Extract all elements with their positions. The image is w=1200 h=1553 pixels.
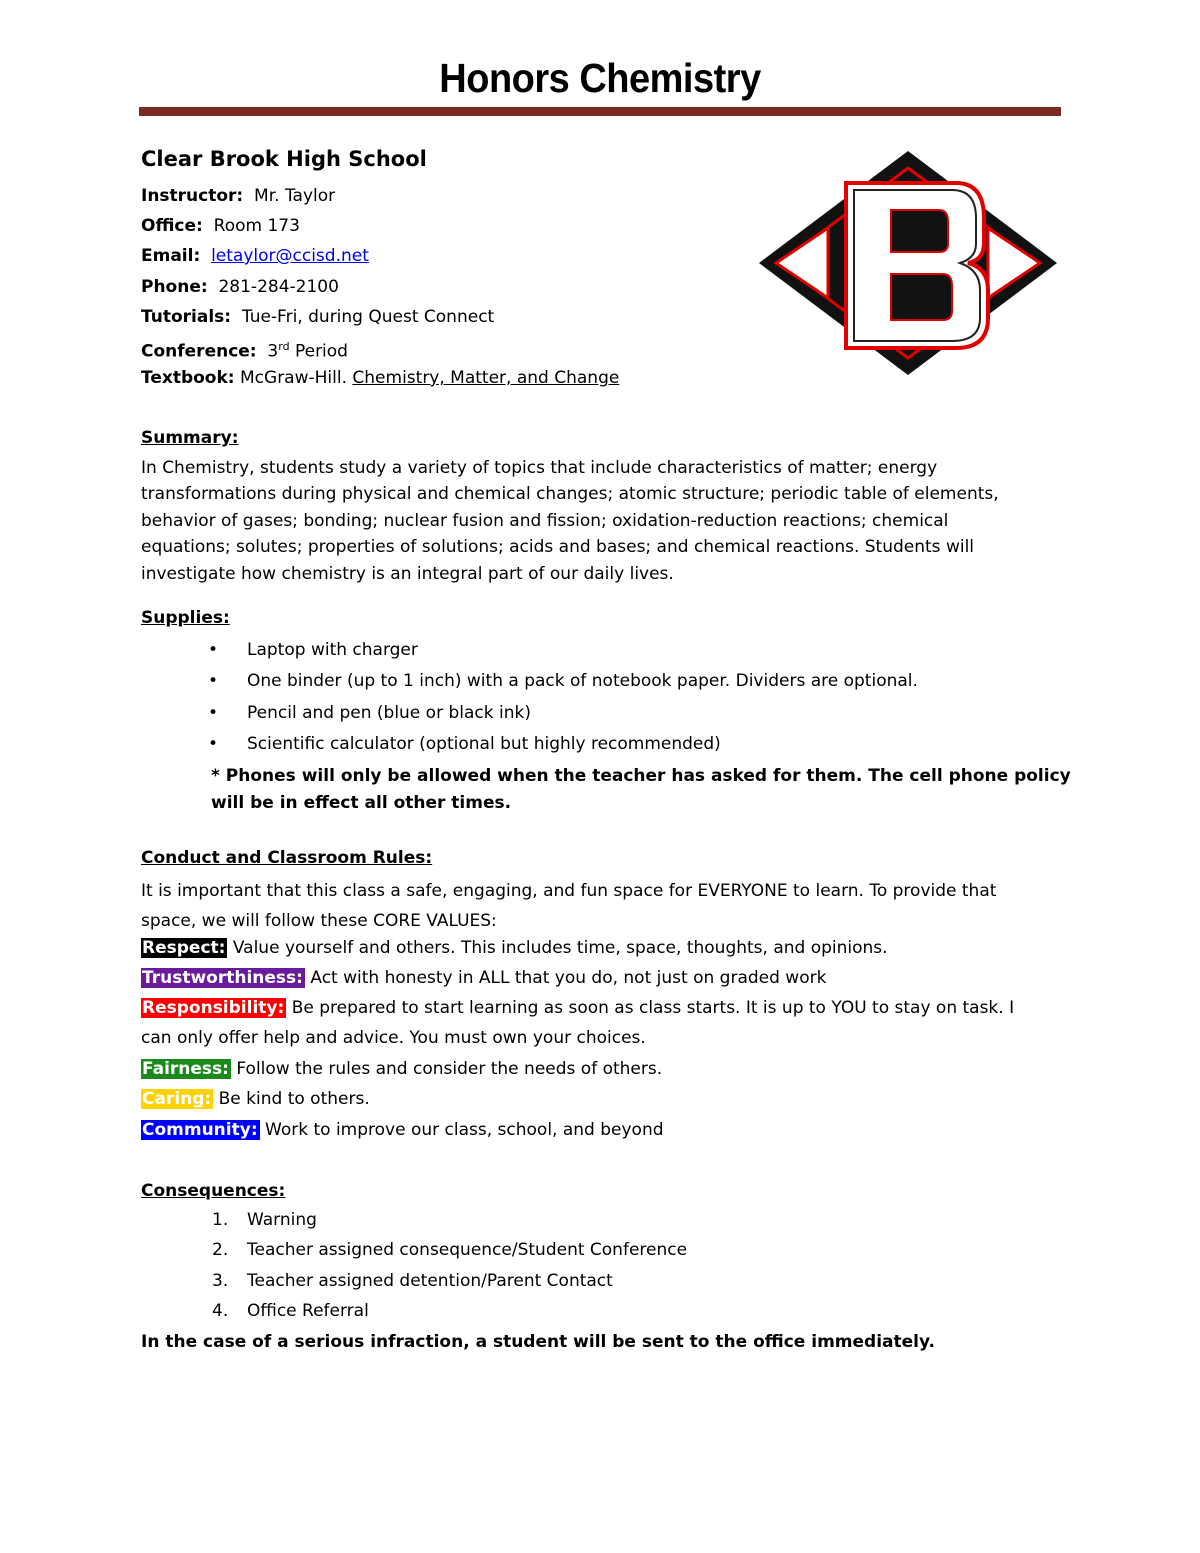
conference-label: Conference: xyxy=(141,341,257,362)
instructor-label: Instructor: xyxy=(141,186,244,206)
textbook-publisher: McGraw-Hill. xyxy=(240,368,353,388)
school-name: Clear Brook High School xyxy=(141,147,427,171)
tutorials-line xyxy=(141,306,494,328)
phone-policy-note: * Phones will only be allowed when the teacher has asked for them. The cell phone policy will be in effect all other times. xyxy=(211,766,1071,813)
caring-text: Be kind to others. xyxy=(213,1089,370,1109)
email-link[interactable]: letaylor@ccisd.net xyxy=(211,246,369,266)
serious-infraction-note: In the case of a serious infraction, a student will be sent to the office immediately. xyxy=(141,1332,935,1352)
instructor-line xyxy=(141,185,335,207)
supply-item: Scientific calculator (optional but highly recommended) xyxy=(247,734,721,754)
bullet-icon: • xyxy=(208,640,219,660)
bullet-icon: • xyxy=(208,734,219,754)
respect-label: Respect: xyxy=(142,938,226,958)
phone-label: Phone: xyxy=(141,277,208,297)
consequences-heading: Consequences: xyxy=(141,1181,286,1201)
bullet-icon: • xyxy=(208,671,219,691)
instructor-value: Mr. Taylor xyxy=(254,186,336,206)
core-value-respect xyxy=(141,938,888,958)
tutorials-value: Tue-Fri, during Quest Connect xyxy=(241,307,495,327)
conference-suffix: rd xyxy=(278,340,290,353)
responsibility-label: Responsibility: xyxy=(142,998,285,1018)
school-logo-icon xyxy=(756,148,1060,378)
summary-heading: Summary: xyxy=(141,428,239,448)
supply-item: Pencil and pen (blue or black ink) xyxy=(247,703,531,723)
email-label: Email: xyxy=(141,246,201,266)
tutorials-label: Tutorials: xyxy=(141,307,232,327)
summary-text: In Chemistry, students study a variety of topics that include characteristics of matter; energy transformations during physical and chemical changes; atomic structure; periodic table of elements, behavior of gases; bonding; nuclear fusion and fission; oxidation-reduction reactions; chemical equations; solutes; properties of solutions; acids and bases; and chemical reactions. Students will investigate how chemistry is an integral part of our daily lives. xyxy=(141,458,999,584)
office-line xyxy=(141,215,300,237)
office-value: Room 173 xyxy=(213,216,300,236)
logo-letter xyxy=(846,183,988,348)
supply-item: One binder (up to 1 inch) with a pack of notebook paper. Dividers are optional. xyxy=(247,671,918,691)
trustworthiness-label: Trustworthiness: xyxy=(142,968,303,988)
consequence-item: Teacher assigned consequence/Student Conference xyxy=(247,1240,688,1260)
responsibility-text: Be prepared to start learning as soon as class starts. It is up to YOU to stay on task. I xyxy=(286,998,1015,1018)
fairness-text: Follow the rules and consider the needs of others. xyxy=(230,1059,663,1079)
fairness-label: Fairness: xyxy=(142,1059,229,1079)
list-number: 1. xyxy=(212,1210,229,1230)
consequence-item: Teacher assigned detention/Parent Contact xyxy=(247,1271,613,1291)
conference-line xyxy=(141,336,348,363)
trustworthiness-text: Act with honesty in ALL that you do, not just on graded work xyxy=(304,968,827,988)
core-value-caring xyxy=(141,1089,370,1109)
consequence-item: Warning xyxy=(247,1210,317,1230)
supply-item: Laptop with charger xyxy=(247,640,418,660)
caring-label: Caring: xyxy=(142,1089,212,1109)
title-rule xyxy=(139,107,1061,116)
textbook-label: Textbook: xyxy=(141,368,235,388)
core-value-responsibility xyxy=(141,998,1014,1018)
office-label: Office: xyxy=(141,216,203,236)
core-value-fairness xyxy=(141,1059,662,1079)
page-title: Honors Chemistry xyxy=(439,56,761,102)
textbook-line xyxy=(141,367,619,389)
phone-line xyxy=(141,276,339,298)
respect-text: Value yourself and others. This includes time, space, thoughts, and opinions. xyxy=(227,938,888,958)
core-value-community xyxy=(141,1120,664,1140)
conduct-heading: Conduct and Classroom Rules: xyxy=(141,848,433,868)
phone-value: 281-284-2100 xyxy=(218,277,339,297)
core-value-trustworthiness xyxy=(141,968,826,988)
textbook-title: Chemistry, Matter, and Change xyxy=(352,368,620,388)
supplies-heading: Supplies: xyxy=(141,608,230,628)
conduct-intro: It is important that this class a safe, engaging, and fun space for EVERYONE to learn. To provide that space, we will follow these CORE VALUES: xyxy=(141,881,997,931)
list-number: 4. xyxy=(212,1301,229,1321)
bullet-icon: • xyxy=(208,703,219,723)
list-number: 2. xyxy=(212,1240,229,1260)
consequence-item: Office Referral xyxy=(247,1301,369,1321)
list-number: 3. xyxy=(212,1271,229,1291)
community-text: Work to improve our class, school, and beyond xyxy=(259,1120,664,1140)
email-line xyxy=(141,245,369,267)
conference-number: 3 xyxy=(267,341,279,362)
community-label: Community: xyxy=(142,1120,258,1140)
conference-period: Period xyxy=(289,341,348,362)
responsibility-text-continued: can only offer help and advice. You must own your choices. xyxy=(141,1028,646,1048)
